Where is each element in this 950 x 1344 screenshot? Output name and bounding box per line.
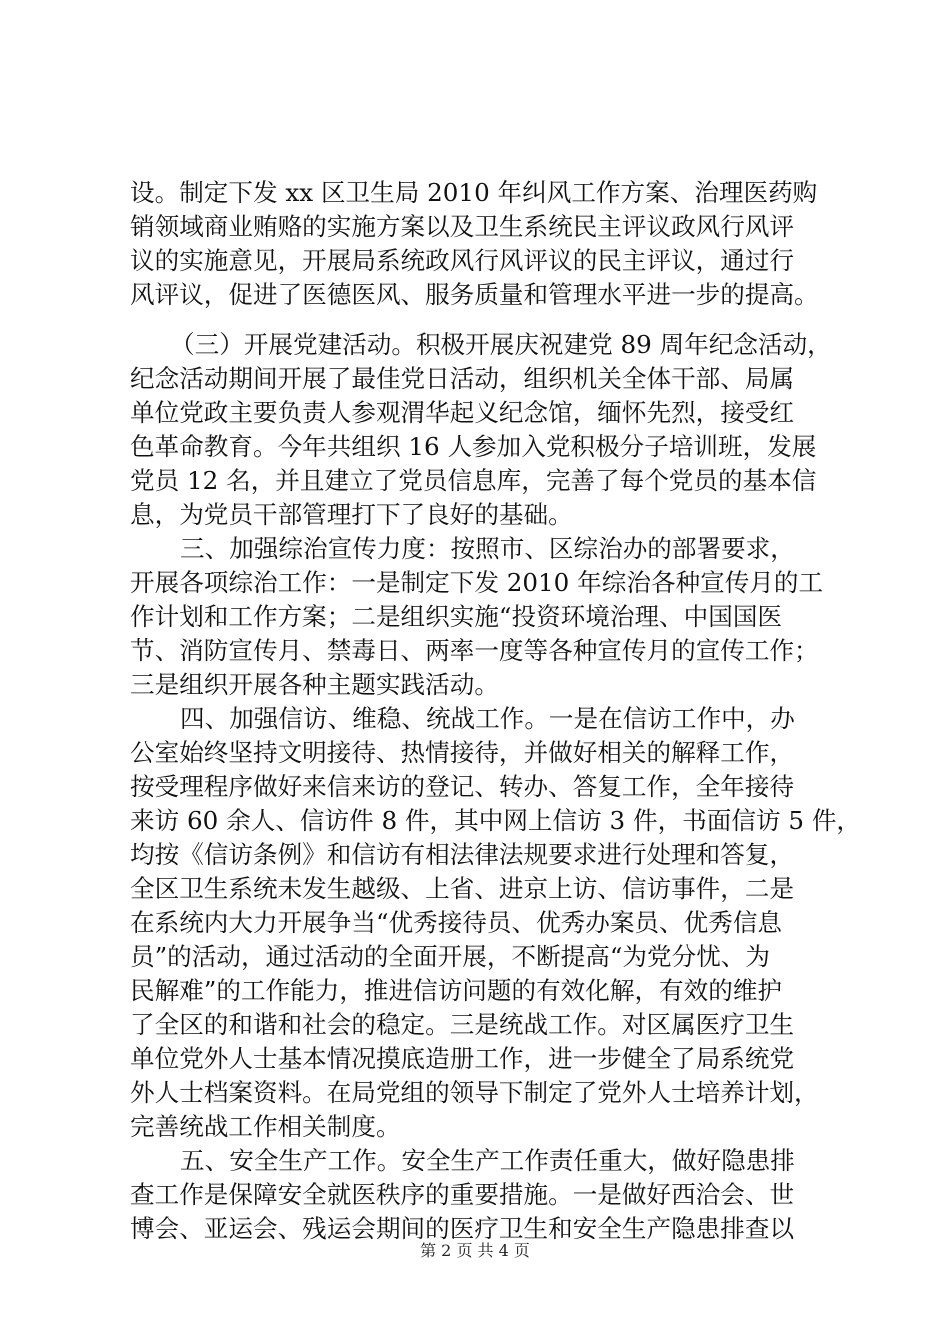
text-line: 议的实施意见，开展局系统政风行风评议的民主评议，通过行 xyxy=(130,246,795,275)
text-line: 色革命教育。今年共组织 16 人参加入党积极分子培训班，发展 xyxy=(130,432,817,461)
text-line: 了全区的和谐和社会的稳定。三是统战工作。对区属医疗卫生 xyxy=(130,1010,795,1039)
text-line: 按受理程序做好来信来访的登记、转办、答复工作，全年接待 xyxy=(130,772,795,801)
text-line: 开展各项综治工作：一是制定下发 2010 年综治各种宣传月的工 xyxy=(130,568,824,597)
text-line: 在系统内大力开展争当“优秀接待员、优秀办案员、优秀信息 xyxy=(130,908,783,937)
text-line: 单位党政主要负责人参观渭华起义纪念馆，缅怀先烈，接受红 xyxy=(130,398,795,427)
text-line: 风评议，促进了医德医风、服务质量和管理水平进一步的提高。 xyxy=(130,280,819,309)
text-line: 节、消防宣传月、禁毒日、两率一度等各种宣传月的宣传工作； xyxy=(130,636,819,665)
text-line: 均按《信访条例》和信访有相法律法规要求进行处理和答复， xyxy=(130,840,795,869)
text-line: 四、加强信访、维稳、统战工作。一是在信访工作中，办 xyxy=(180,704,795,733)
text-line: 公室始终坚持文明接待、热情接待，并做好相关的解释工作， xyxy=(130,738,795,767)
text-line: 设。制定下发 xx 区卫生局 2010 年纠风工作方案、治理医药购 xyxy=(130,178,818,207)
text-line: 民解难”的工作能力，推进信访问题的有效化解，有效的维护 xyxy=(130,976,783,1005)
text-line: 纪念活动期间开展了最佳党日活动，组织机关全体干部、局属 xyxy=(130,364,795,393)
text-line: 博会、亚运会、残运会期间的医疗卫生和安全生产隐患排查以 xyxy=(130,1214,795,1243)
text-line: 外人士档案资料。在局党组的领导下制定了党外人士培养计划， xyxy=(130,1078,819,1107)
text-line: 完善统战工作相关制度。 xyxy=(130,1112,401,1141)
text-line: 三、加强综治宣传力度：按照市、区综治办的部署要求， xyxy=(180,534,795,563)
text-line: 销领域商业贿赂的实施方案以及卫生系统民主评议政风行风评 xyxy=(130,212,795,241)
text-line: 党员 12 名，并且建立了党员信息库，完善了每个党员的基本信 xyxy=(130,466,817,495)
text-line: 单位党外人士基本情况摸底造册工作，进一步健全了局系统党 xyxy=(130,1044,795,1073)
text-line: （三）开展党建活动。积极开展庆祝建党 89 周年纪念活动， xyxy=(170,330,832,359)
text-line: 息，为党员干部管理打下了良好的基础。 xyxy=(130,500,573,529)
text-line: 三是组织开展各种主题实践活动。 xyxy=(130,670,499,699)
text-line: 来访 60 余人、信访件 8 件，其中网上信访 3 件，书面信访 5 件， xyxy=(130,806,862,835)
text-line: 全区卫生系统未发生越级、上省、进京上访、信访事件，二是 xyxy=(130,874,795,903)
text-line: 五、安全生产工作。安全生产工作责任重大，做好隐患排 xyxy=(180,1146,795,1175)
page-footer: 第 2 页 共 4 页 xyxy=(420,1241,530,1260)
text-line: 查工作是保障安全就医秩序的重要措施。一是做好西洽会、世 xyxy=(130,1180,795,1209)
text-line: 员”的活动，通过活动的全面开展，不断提高“为党分忧、为 xyxy=(130,942,770,971)
text-line: 作计划和工作方案；二是组织实施“投资环境治理、中国国医 xyxy=(130,602,783,631)
